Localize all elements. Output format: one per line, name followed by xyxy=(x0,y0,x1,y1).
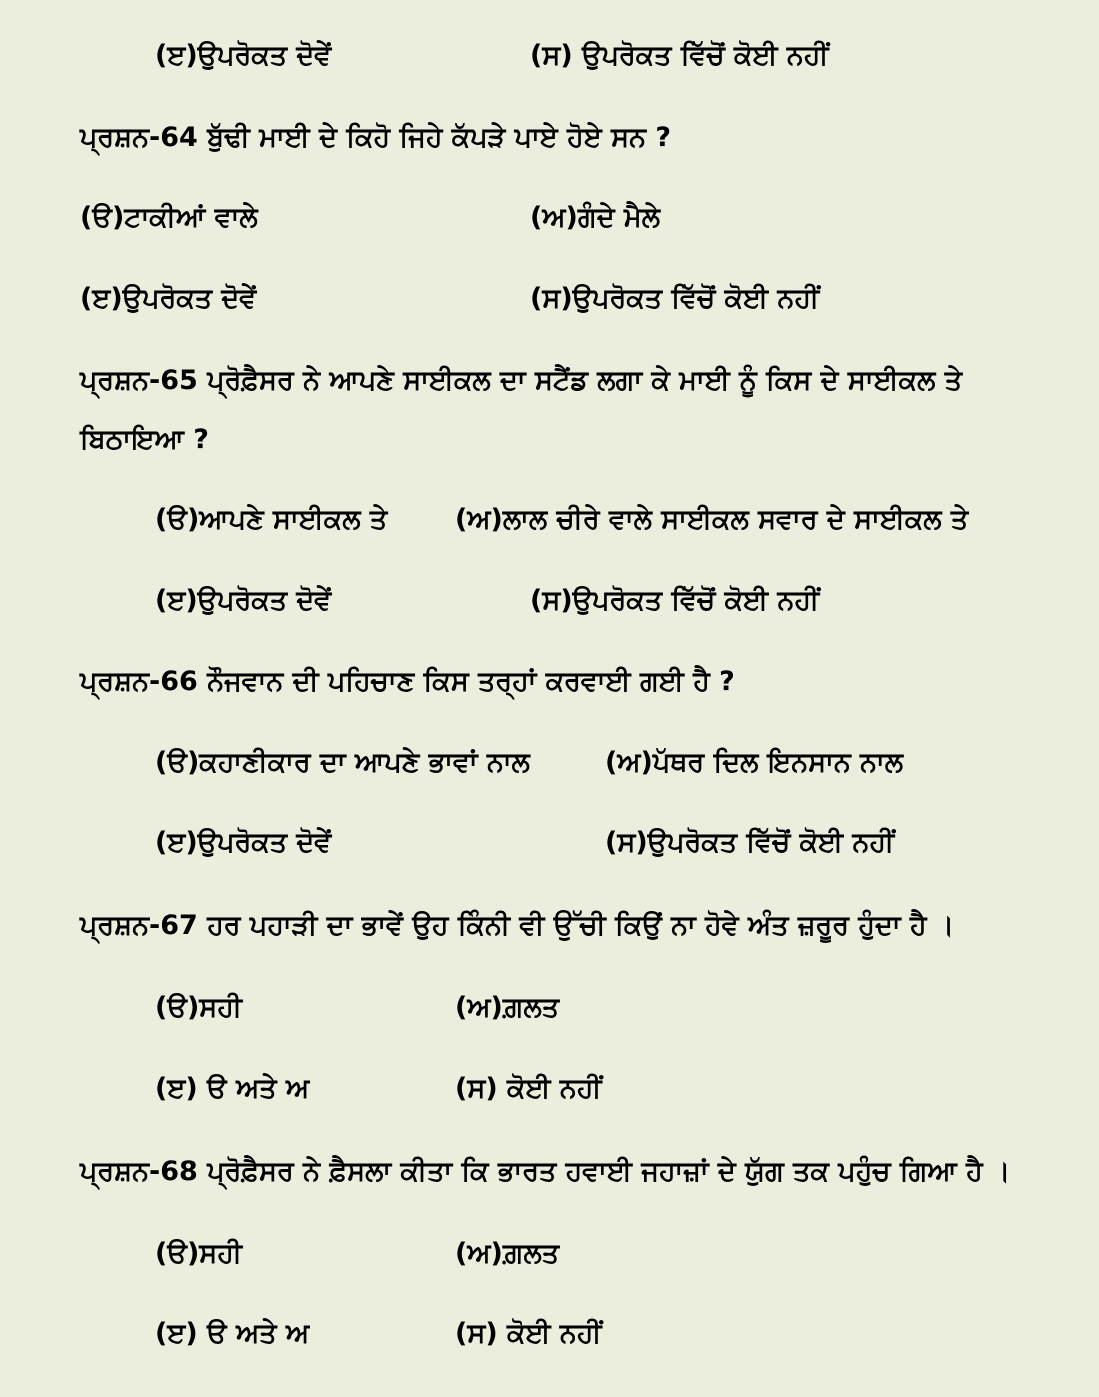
option-c-prev: (ੲ)ਉਪਰੋਕਤ ਦੋਵੇਂ xyxy=(155,40,332,71)
q64-option-d: (ਸ)ਉਪਰੋਕਤ ਵਿੱਚੋਂ ਕੋਈ ਨਹੀਂ xyxy=(530,283,820,314)
question-65-line2: ਬਿਠਾਇਆ ? xyxy=(80,424,209,455)
q67-option-c: (ੲ) ੳ ਅਤੇ ਅ xyxy=(155,1073,310,1104)
q64-option-c: (ੲ)ਉਪਰੋਕਤ ਦੋਵੇਂ xyxy=(80,283,257,314)
q66-option-a: (ੳ)ਕਹਾਣੀਕਾਰ ਦਾ ਆਪਣੇ ਭਾਵਾਂ ਨਾਲ xyxy=(155,747,530,778)
question-67: ਪ੍ਰਸ਼ਨ-67 ਹਰ ਪਹਾੜੀ ਦਾ ਭਾਵੇਂ ਉਹ ਕਿੰਨੀ ਵੀ ਉੱਚੀ ਕਿਉਂ ਨਾ ਹੋਵੇ ਅੰਤ ਜ਼ਰੂਰ ਹੁੰਦਾ ਹੈ । xyxy=(80,910,955,941)
q67-option-b: (ਅ)ਗ਼ਲਤ xyxy=(455,992,560,1023)
q67-option-d: (ਸ) ਕੋਈ ਨਹੀਂ xyxy=(455,1073,602,1104)
q65-option-c: (ੲ)ਉਪਰੋਕਤ ਦੋਵੇਂ xyxy=(155,585,332,616)
q68-option-d: (ਸ) ਕੋਈ ਨਹੀਂ xyxy=(455,1318,602,1349)
q68-option-a: (ੳ)ਸਹੀ xyxy=(155,1238,242,1269)
question-65-line1: ਪ੍ਰਸ਼ਨ-65 ਪ੍ਰੋਫ਼ੈਸਰ ਨੇ ਆਪਣੇ ਸਾਈਕਲ ਦਾ ਸਟੈਂਡ ਲਗਾ ਕੇ ਮਾਈ ਨੂੰ ਕਿਸ ਦੇ ਸਾਈਕਲ ਤੇ xyxy=(80,365,963,396)
q68-option-b: (ਅ)ਗ਼ਲਤ xyxy=(455,1238,560,1269)
q65-option-a: (ੳ)ਆਪਣੇ ਸਾਈਕਲ ਤੇ xyxy=(155,504,388,535)
q64-option-b: (ਅ)ਗੰਦੇ ਮੈਲੇ xyxy=(530,202,660,233)
q64-option-a: (ੳ)ਟਾਕੀਆਂ ਵਾਲੇ xyxy=(80,202,258,233)
q66-option-b: (ਅ)ਪੱਥਰ ਦਿਲ ਇਨਸਾਨ ਨਾਲ xyxy=(605,747,903,778)
q66-option-d: (ਸ)ਉਪਰੋਕਤ ਵਿੱਚੋਂ ਕੋਈ ਨਹੀਂ xyxy=(605,827,895,858)
question-64: ਪ੍ਰਸ਼ਨ-64 ਬੁੱਢੀ ਮਾਈ ਦੇ ਕਿਹੋ ਜਿਹੇ ਕੱਪੜੇ ਪਾਏ ਹੋਏ ਸਨ ? xyxy=(80,122,672,153)
q68-option-c: (ੲ) ੳ ਅਤੇ ਅ xyxy=(155,1318,310,1349)
q65-option-b: (ਅ)ਲਾਲ ਚੀਰੇ ਵਾਲੇ ਸਾਈਕਲ ਸਵਾਰ ਦੇ ਸਾਈਕਲ ਤੇ xyxy=(455,504,969,535)
question-68: ਪ੍ਰਸ਼ਨ-68 ਪ੍ਰੋਫ਼ੈਸਰ ਨੇ ਫ਼ੈਸਲਾ ਕੀਤਾ ਕਿ ਭਾਰਤ ਹਵਾਈ ਜਹਾਜ਼ਾਂ ਦੇ ਯੁੱਗ ਤਕ ਪਹੁੰਚ ਗਿਆ ਹੈ । xyxy=(80,1156,1011,1187)
question-66: ਪ੍ਰਸ਼ਨ-66 ਨੌਜਵਾਨ ਦੀ ਪਹਿਚਾਣ ਕਿਸ ਤਰ੍ਹਾਂ ਕਰਵਾਈ ਗਈ ਹੈ ? xyxy=(80,666,735,697)
q66-option-c: (ੲ)ਉਪਰੋਕਤ ਦੋਵੇਂ xyxy=(155,827,332,858)
option-d-prev: (ਸ) ਉਪਰੋਕਤ ਵਿੱਚੋਂ ਕੋਈ ਨਹੀਂ xyxy=(530,40,829,71)
q65-option-d: (ਸ)ਉਪਰੋਕਤ ਵਿੱਚੋਂ ਕੋਈ ਨਹੀਂ xyxy=(530,585,820,616)
q67-option-a: (ੳ)ਸਹੀ xyxy=(155,992,242,1023)
